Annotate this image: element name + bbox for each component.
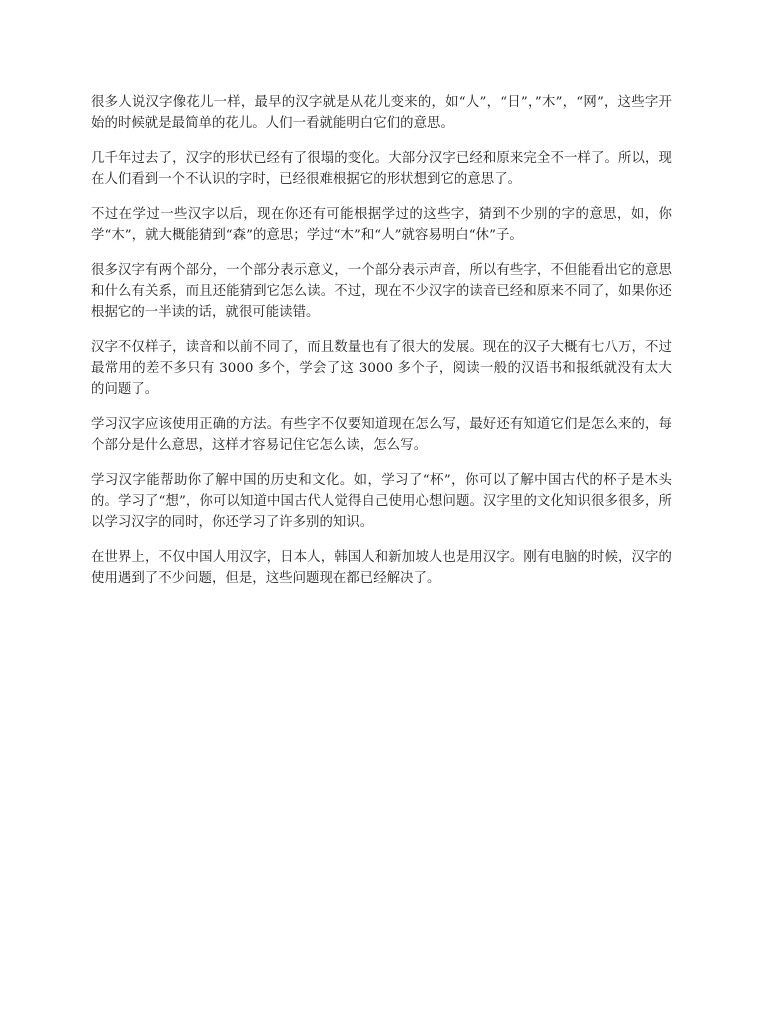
- paragraph-4: 很多汉字有两个部分，一个部分表示意义，一个部分表示声音，所以有些字，不但能看出它的意思和什么有关系，而且还能猜到它怎么读。不过，现在不少汉字的读音已经和原来不同了，如果你还根据它的一半读的话，就很可能读错。: [91, 263, 672, 320]
- paragraph-2: 几千年过去了，汉字的形状已经有了很塌的变化。大部分汉字已经和原来完全不一样了。所以，现在人们看到一个不认识的字时，已经很难根据它的形状想到它的意思了。: [91, 151, 672, 187]
- paragraph-8: 在世界上，不仅中国人用汉字，日本人，韩国人和新加坡人也是用汉字。刚有电脑的时候，汉字的使用遇到了不少问题，但是，这些问题现在都已经解决了。: [91, 550, 672, 586]
- paragraph-7: 学习汉字能帮助你了解中国的历史和文化。如，学习了“杯”，你可以了解中国古代的杯子是木头的。学习了“想”，你可以知道中国古代人觉得自己使用心想问题。汉字里的文化知识很多很多，所以学习汉字的同时，你还学习了许多别的知识。: [91, 473, 672, 530]
- paragraph-5: 汉字不仅样子，读音和以前不同了，而且数量也有了很大的发展。现在的汉子大概有七八万，不过最常用的差不多只有 3000 多个，学会了这 3000 多个子，阅读一般的汉语书和报纸就没有太大的问题了。: [91, 340, 672, 397]
- paragraph-3: 不过在学过一些汉字以后，现在你还有可能根据学过的这些字，猜到不少别的字的意思，如，你学“木”，就大概能猜到“森”的意思；学过“木”和“人”就容易明白“休”子。: [91, 207, 672, 243]
- paragraph-1: 很多人说汉字像花儿一样，最早的汉字就是从花儿变来的，如“人”，“日”，”木”，“网”，这些字开始的时候就是最简单的花儿。人们一看就能明白它们的意思。: [91, 95, 672, 131]
- paragraph-6: 学习汉字应该使用正确的方法。有些字不仅要知道现在怎么写，最好还有知道它们是怎么来的，每个部分是什么意思，这样才容易记住它怎么读，怎么写。: [91, 417, 672, 453]
